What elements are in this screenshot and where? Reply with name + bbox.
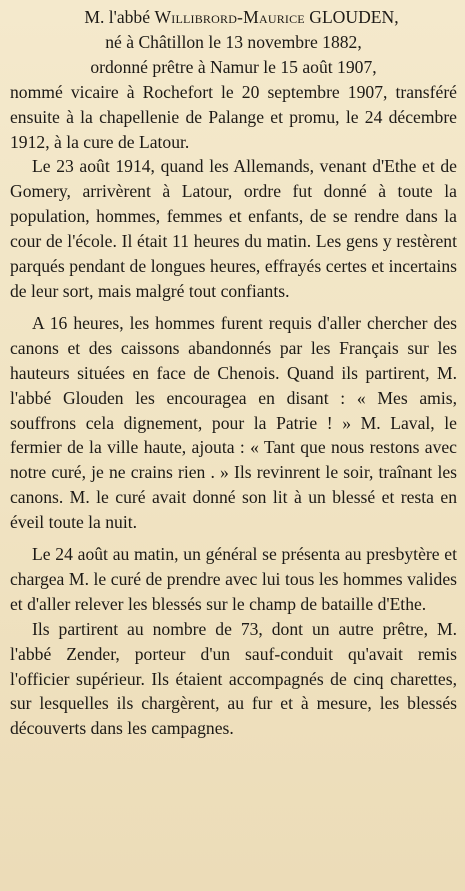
paragraph-august-24: Le 24 août au matin, un général se présenta au presbytère et chargea M. le curé de prendre avec lui tous les hommes valides et d'aller relever les blessés sur le champ de bataille d'Ethe. [10, 544, 457, 614]
heading-given-names: Willibrord-Maurice [154, 7, 305, 27]
heading-name-line [10, 5, 457, 30]
paragraph-cannons: A 16 heures, les hommes furent requis d'aller chercher des canons et des caissons abandonnés par les Français sur les hauteurs situées en face de Chenois. Quand ils partirent, M. l'abbé Glouden les encouragea en disant : « Mes amis, souffrons cela dignement, pour la Patrie ! » M. Laval, le fermier de la ville haute, ajouta : « Tant que nous restons avec notre curé, je ne crains rien . » Ils revinrent le soir, traînant les canons. M. le curé avait donné son lit à un blessé et resta en éveil toute la nuit. [10, 312, 457, 533]
heading-surname: GLOUDEN, [309, 7, 399, 27]
paragraph-departure: Ils partirent au nombre de 73, dont un autre prêtre, M. l'abbé Zender, porteur d'un sauf-conduit qu'avait remis l'officier supérieur. Ils étaient accompagnés de cinq charettes, sur lesquelles ils chargèrent, au fur et à mesure, les blessés découverts dans les campagnes. [10, 618, 457, 739]
heading-born-line: né à Châtillon le 13 novembre 1882, [105, 31, 362, 52]
heading-prefix: M. l'abbé [84, 7, 151, 27]
paragraph-career: nommé vicaire à Rochefort le 20 septembre 1907, transféré ensuite à la chapellenie de Palange et promu, le 24 décembre 1912, à la cure de Latour. [10, 81, 457, 152]
paragraph-august-23: Le 23 août 1914, quand les Allemands, venant d'Ethe et de Gomery, arrivèrent à Latour, ordre fut donné à toute la population, hommes, femmes et enfants, de se rendre dans la cour de l'école. Il était 11 heures du matin. Les gens y restèrent parqués pendant de longues heures, effrayés certes et incertains de leur sort, mais malgré tout confiants. [10, 156, 457, 301]
heading-ordained-line: ordonné prêtre à Namur le 15 août 1907, [90, 56, 377, 77]
